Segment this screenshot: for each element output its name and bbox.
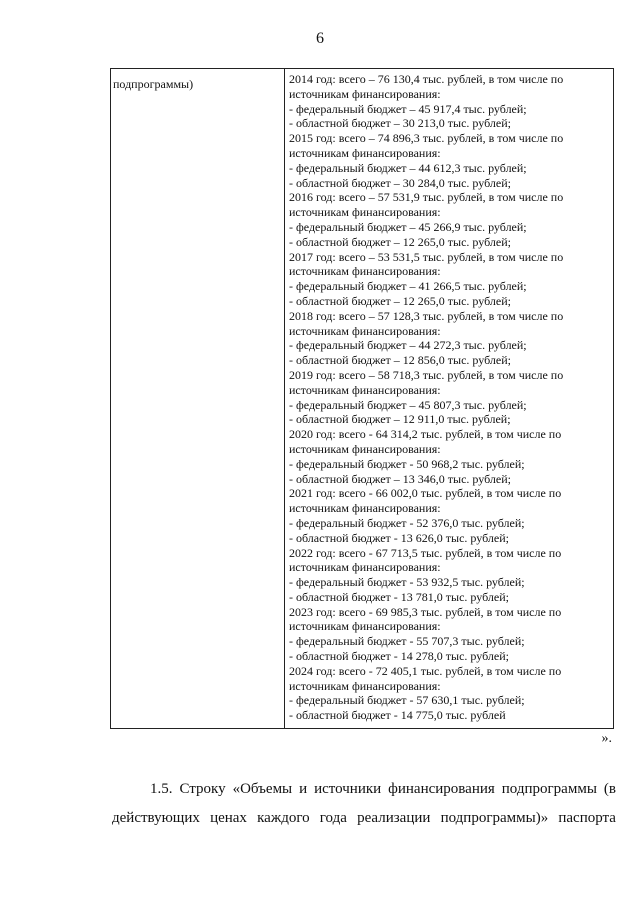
funding-line: - областной бюджет – 12 265,0 тыс. рублей; — [289, 293, 511, 308]
funding-line: 2014 год: всего – 76 130,4 тыс. рублей, в том числе по — [289, 72, 564, 86]
table-left-cell: подпрограммы) — [113, 77, 194, 91]
funding-line: источникам финансирования: — [289, 560, 441, 575]
paragraph-word: реализации — [357, 810, 431, 826]
funding-line: - федеральный бюджет - 53 932,5 тыс. рублей; — [289, 575, 525, 590]
funding-line: источникам финансирования: — [289, 501, 441, 516]
funding-line: 2022 год: всего - 67 713,5 тыс. рублей, в том числе по — [289, 545, 562, 560]
funding-line: - областной бюджет – 12 911,0 тыс. рублей; — [289, 412, 511, 427]
paragraph-word: Строку — [179, 781, 226, 797]
page-number: 6 — [316, 30, 324, 47]
funding-line: - федеральный бюджет - 57 630,1 тыс. рублей; — [289, 693, 525, 708]
funding-line: - областной бюджет - 14 278,0 тыс. рублей; — [289, 649, 509, 664]
funding-line: 2015 год: всего – 74 896,3 тыс. рублей, в том числе по — [289, 131, 564, 146]
funding-line: - областной бюджет – 12 856,0 тыс. рублей; — [289, 353, 511, 368]
funding-line: 2024 год: всего - 72 405,1 тыс. рублей, в том числе по — [289, 663, 562, 678]
funding-line: 2021 год: всего - 66 002,0 тыс. рублей, в том числе по — [289, 486, 562, 501]
funding-line: источникам финансирования: — [289, 619, 441, 634]
paragraph-word: действующих — [112, 810, 200, 826]
funding-line: - областной бюджет – 30 284,0 тыс. рублей; — [289, 175, 511, 190]
funding-line: - федеральный бюджет - 50 968,2 тыс. рублей; — [289, 456, 525, 471]
funding-line: 2023 год: всего - 69 985,3 тыс. рублей, в том числе по — [289, 604, 562, 619]
funding-line: источникам финансирования: — [289, 86, 441, 101]
funding-line: источникам финансирования: — [289, 264, 441, 279]
funding-line: источникам финансирования: — [289, 145, 441, 160]
funding-line: - областной бюджет - 13 781,0 тыс. рублей; — [289, 589, 509, 604]
funding-line: - областной бюджет – 13 346,0 тыс. рублей; — [289, 471, 511, 486]
funding-line: источникам финансирования: — [289, 678, 441, 693]
paragraph-word: подпрограммы — [501, 781, 597, 797]
closing-quote: ». — [601, 731, 612, 746]
funding-line: 2016 год: всего – 57 531,9 тыс. рублей, в том числе по — [289, 190, 564, 205]
funding-line: источникам финансирования: — [289, 441, 441, 456]
paragraph-word: и — [299, 781, 308, 797]
funding-line: 2019 год: всего – 58 718,3 тыс. рублей, в том числе по — [289, 367, 564, 382]
paragraph-word: подпрограммы)» — [440, 810, 549, 826]
paragraph-line-2 — [112, 810, 616, 827]
paragraph-word: 1.5. — [150, 781, 173, 797]
column-divider — [284, 69, 285, 728]
paragraph-word: года — [319, 810, 347, 826]
funding-line: источникам финансирования: — [289, 323, 441, 338]
paragraph-line-1 — [150, 781, 616, 798]
table-right-cell — [289, 72, 611, 723]
paragraph-word: паспорта — [558, 810, 616, 826]
paragraph-word: каждого — [257, 810, 310, 826]
funding-line: 2018 год: всего – 57 128,3 тыс. рублей, в том числе по — [289, 308, 564, 323]
funding-line: - федеральный бюджет – 44 612,3 тыс. рублей; — [289, 160, 527, 175]
funding-line: 2017 год: всего – 53 531,5 тыс. рублей, в том числе по — [289, 249, 564, 264]
funding-line: - федеральный бюджет – 45 917,4 тыс. рублей; — [289, 101, 527, 116]
funding-line: - областной бюджет - 14 775,0 тыс. рублей — [289, 708, 506, 723]
funding-line: источникам финансирования: — [289, 382, 441, 397]
funding-line: - федеральный бюджет – 45 266,9 тыс. рублей; — [289, 219, 527, 234]
paragraph-word: ценах — [210, 810, 247, 826]
funding-line: источникам финансирования: — [289, 205, 441, 220]
funding-line: 2020 год: всего - 64 314,2 тыс. рублей, в том числе по — [289, 427, 562, 442]
paragraph-word: (в — [603, 781, 616, 797]
funding-line: - федеральный бюджет – 44 272,3 тыс. рублей; — [289, 338, 527, 353]
funding-line: - областной бюджет – 12 265,0 тыс. рублей; — [289, 234, 511, 249]
funding-line: - федеральный бюджет – 41 266,5 тыс. рублей; — [289, 279, 527, 294]
funding-table — [110, 68, 614, 729]
paragraph-word: источники — [314, 781, 382, 797]
funding-line: - областной бюджет - 13 626,0 тыс. рублей; — [289, 530, 509, 545]
paragraph-word: «Объемы — [232, 781, 293, 797]
funding-line: - федеральный бюджет – 45 807,3 тыс. рублей; — [289, 397, 527, 412]
funding-line: - областной бюджет – 30 213,0 тыс. рублей; — [289, 116, 511, 131]
funding-line: - федеральный бюджет - 52 376,0 тыс. рублей; — [289, 515, 525, 530]
paragraph-word: финансирования — [388, 781, 495, 797]
funding-line: - федеральный бюджет - 55 707,3 тыс. рублей; — [289, 634, 525, 649]
